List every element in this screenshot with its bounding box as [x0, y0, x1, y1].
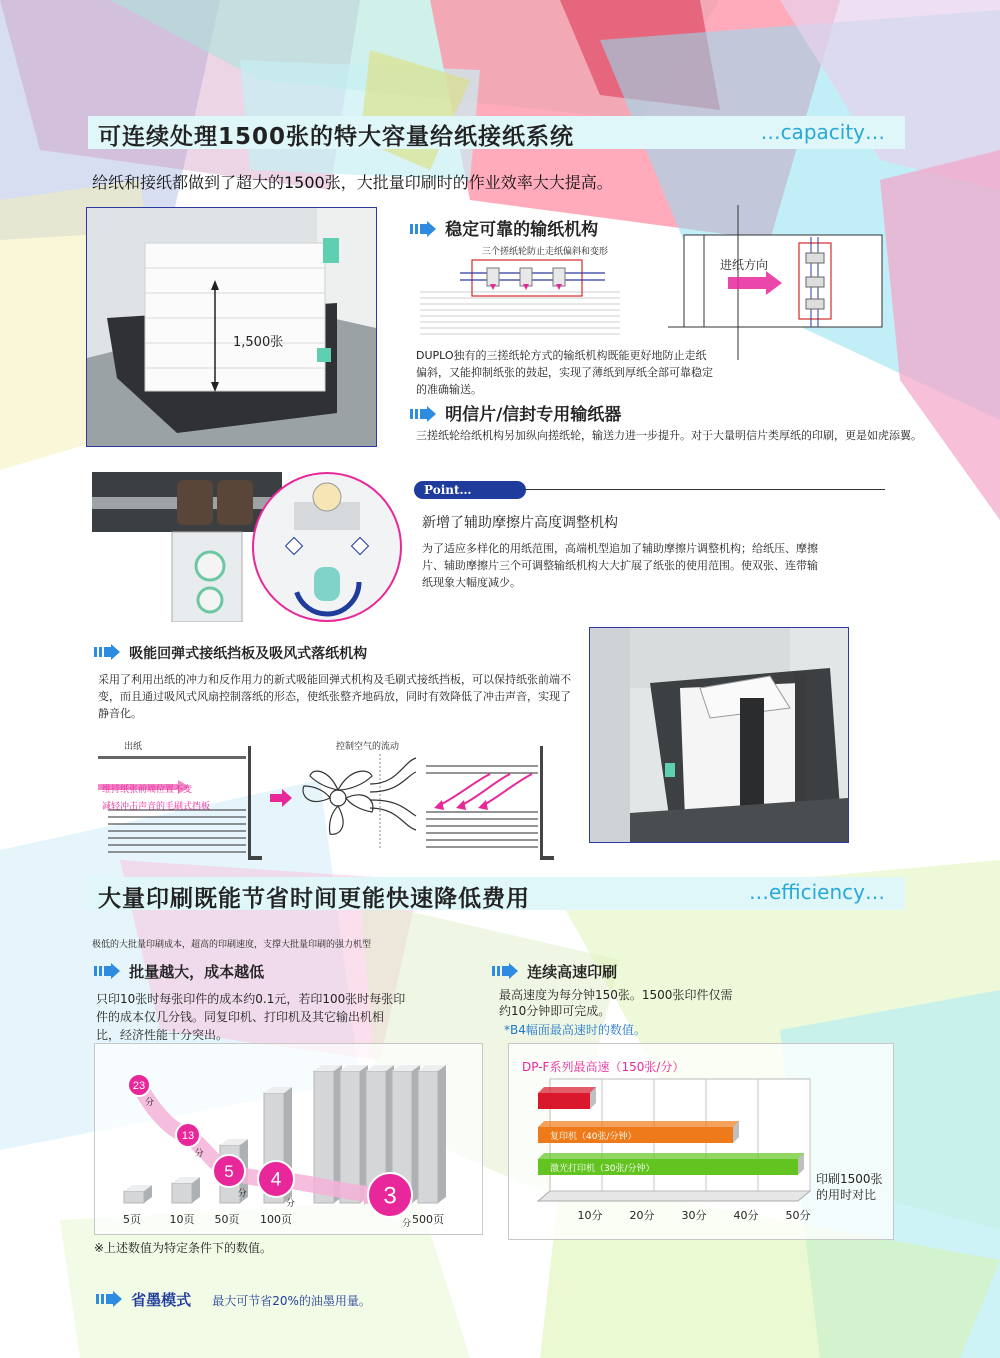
speed-heading: 连续高速印刷	[527, 963, 618, 981]
cost-bubble	[368, 1173, 412, 1229]
cost-bubble-value: 5	[224, 1161, 234, 1181]
cost-bubble-unit: 分	[285, 1199, 295, 1209]
blue-arrow-icon	[94, 644, 120, 664]
speed-tick-label: 40分	[733, 1209, 759, 1222]
point-heading: 新增了辅助摩擦片高度调整机构	[422, 515, 618, 531]
feed-direction-diagram	[668, 205, 888, 365]
cost-bubble-unit: 分	[194, 1149, 204, 1159]
speed-bar-label: 激光打印机（30张/分钟）	[550, 1164, 655, 1174]
roller-diagram-caption: 三个搓纸轮防止走纸偏斜和变形	[482, 247, 609, 257]
cost-bubble-value: 13	[181, 1129, 195, 1142]
speed-note: *B4幅面最高速时的数值。	[504, 1023, 646, 1037]
blue-arrow-icon	[410, 406, 436, 426]
speed-desc: 最高速度为每分钟150张。1500张印件仅需约10分钟即可完成。	[499, 988, 733, 1018]
section-band-capacity	[88, 116, 905, 149]
receiving-tray-photo	[589, 627, 849, 843]
label-brush: 减轻冲击声音的毛刷式挡板	[102, 802, 211, 812]
speed-tick-label: 30分	[681, 1209, 707, 1222]
cost-footnote: ※上述数值为特定条件下的数值。	[94, 1241, 273, 1255]
cost-bubble-value: 3	[383, 1182, 397, 1210]
receiver-heading-row	[94, 643, 367, 664]
cost-bubble-unit: 分	[402, 1219, 412, 1229]
receiver-desc: 采用了利用出纸的冲力和反作用力的新式吸能回弹式机构及毛刷式接纸挡板，可以保持纸张前端不变，而且通过吸风式风扇控制落纸的形态，使纸张整齐地码放，同时有效降低了冲击声音，实现了静音化。	[98, 673, 571, 720]
ink-heading: 省墨模式	[131, 1291, 192, 1309]
cost-category-label: 500页	[412, 1213, 444, 1226]
feeder-heading: 稳定可靠的输纸机构	[445, 220, 599, 240]
speed-bar	[538, 1087, 596, 1109]
section2-intro: 极低的大批量印刷成本，超高的印刷速度，支撑大批量印刷的强力机型	[92, 940, 372, 950]
section-lead: 给纸和接纸都做到了超大的1500张，大批量印刷时的作业效率大大提高。	[92, 173, 613, 192]
paper-count-label: 1,500张	[233, 335, 284, 350]
cost-bubble-value: 4	[270, 1169, 282, 1191]
speed-tick-label: 50分	[785, 1209, 811, 1222]
cost-heading-row	[94, 961, 264, 983]
cost-category-label: 100页	[260, 1213, 292, 1226]
speed-chart	[508, 1043, 892, 1238]
cost-bubble-unit: 分	[145, 1098, 155, 1108]
cost-bubble	[176, 1123, 204, 1159]
cost-desc: 只印10张时每张印件的成本约0.1元，若印100张时每张印件的成本仅几分钱。同复印机、打印机及其它输出机相比，经济性能十分突出。	[96, 992, 406, 1042]
direction-label: 进纸方向	[720, 258, 769, 272]
section-title: 可连续处理1500张的特大容量给纸接纸系统	[98, 124, 575, 150]
cost-chart	[94, 1043, 481, 1233]
point-desc: 为了适应多样化的用纸范围，高端机型追加了辅助摩擦片调整机构；给纸压、摩擦片、辅助摩擦片三个可调整输纸机构大大扩展了纸张的使用范围。使双张、连带输纸现象大幅度减少。	[422, 542, 818, 589]
paper-stack-illustration	[87, 208, 376, 446]
postcard-heading: 明信片/信封专用输纸器	[445, 405, 622, 425]
point-rule	[520, 489, 885, 490]
speed-tick-label: 10分	[577, 1209, 603, 1222]
friction-pad-photo	[92, 472, 412, 622]
speed-side-label: 印刷1500张	[816, 1172, 883, 1186]
speed-chart-title: DP-F系列最高速（150张/分）	[522, 1060, 685, 1074]
receiver-heading: 吸能回弹式接纸挡板及吸风式落纸机构	[129, 646, 368, 662]
speed-bar	[538, 1153, 804, 1175]
blue-arrow-icon	[94, 963, 120, 983]
section-band-efficiency	[88, 877, 905, 910]
speed-tick-label: 20分	[629, 1209, 655, 1222]
point-badge: Point…	[414, 481, 526, 499]
section2-title: 大量印刷既能节省时间更能快速降低费用	[98, 886, 530, 912]
cost-column	[172, 1177, 200, 1203]
section-tag: …capacity…	[760, 120, 885, 144]
blue-arrow-icon	[96, 1291, 122, 1311]
cost-heading: 批量越大，成本越低	[129, 963, 265, 981]
speed-heading-row	[492, 961, 617, 983]
speed-side-label: 的用时对比	[816, 1188, 877, 1202]
feeder-desc: DUPLO独有的三搓纸轮方式的输纸机构既能更好地防止走纸偏斜，又能抑制纸张的鼓起，实现了薄纸到厚纸全部可靠稳定的准确输送。	[416, 349, 713, 396]
cost-column	[340, 1065, 368, 1203]
cost-column	[418, 1065, 446, 1203]
label-keep: 维持纸张前端位置不变	[102, 785, 193, 795]
feeder-heading-row	[410, 215, 598, 241]
section2-tag: …efficiency…	[748, 880, 885, 904]
speed-bar-label: 复印机（40张/分钟）	[550, 1132, 637, 1142]
blue-arrow-icon	[492, 963, 518, 983]
ink-heading-row	[96, 1289, 371, 1311]
cost-category-label: 5页	[123, 1213, 141, 1226]
cost-category-label: 10页	[169, 1213, 195, 1226]
paper-stack-photo	[86, 207, 377, 447]
cost-column	[124, 1185, 152, 1203]
cost-bubble-value: 23	[132, 1079, 146, 1092]
blue-arrow-icon	[410, 221, 436, 241]
postcard-heading-row	[410, 400, 621, 426]
speed-chart-floor	[538, 1191, 810, 1201]
postcard-desc: 三搓纸轮给纸机构另加纵向搓纸轮，输送力进一步提升。对于大量明信片类厚纸的印刷，更是如虎添翼。	[416, 429, 922, 442]
cost-bubble-unit: 分	[237, 1189, 247, 1199]
cost-category-label: 50页	[214, 1213, 240, 1226]
ink-desc: 最大可节省20%的油墨用量。	[212, 1294, 371, 1308]
speed-bar	[538, 1121, 739, 1143]
label-air: 控制空气的流动	[336, 742, 400, 752]
label-out: 出纸	[124, 742, 143, 752]
